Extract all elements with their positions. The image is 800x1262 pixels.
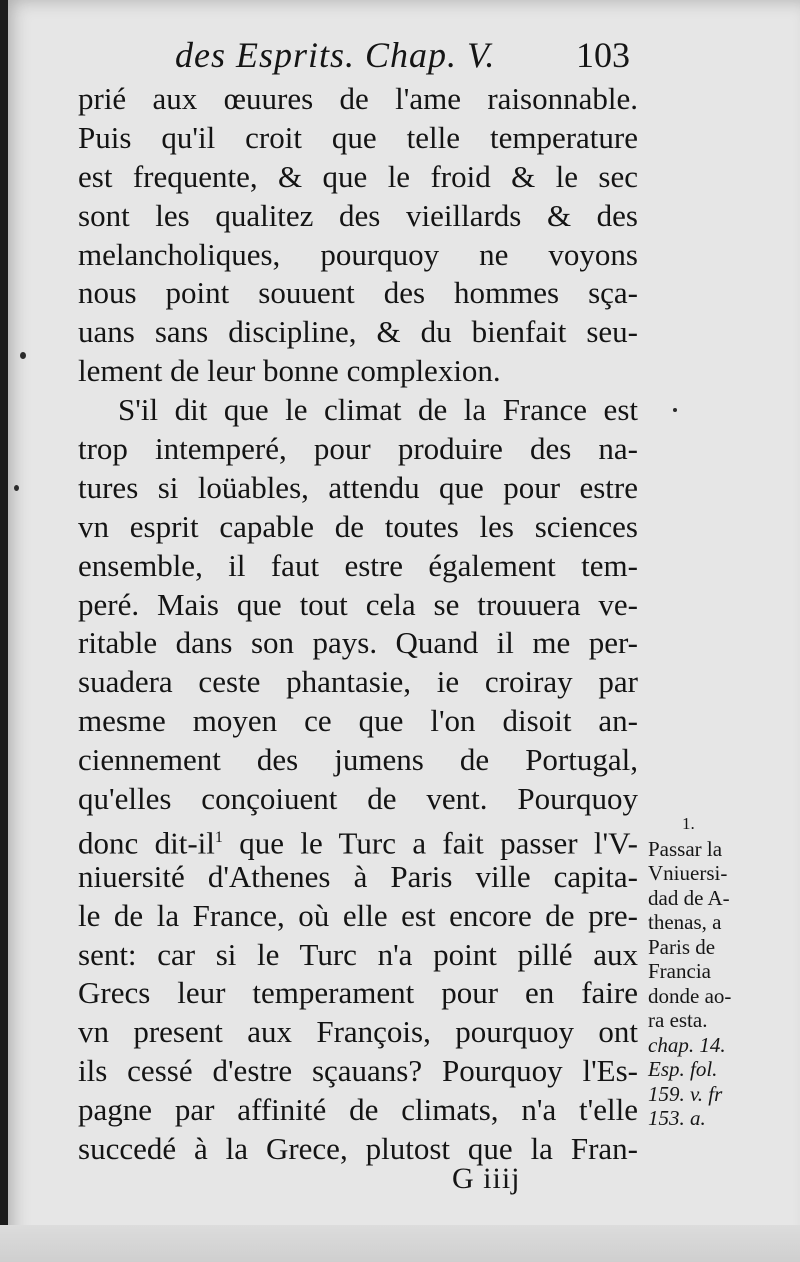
text-line: le de la France, où elle est encore de pre-	[78, 897, 638, 933]
text-segment: que le Turc a fait passer l'V-	[222, 825, 638, 861]
text-line: prié aux œuures de l'ame raisonnable.	[78, 81, 638, 116]
page-gutter-shadow	[0, 0, 8, 1262]
margin-note-citation: Esp. fol.	[648, 1057, 718, 1081]
margin-note-line: Paris de	[648, 934, 716, 959]
margin-note-line: thenas, a	[648, 910, 722, 934]
text-line: trop intemperé, pour produire des na-	[78, 431, 638, 467]
margin-note-line: ra esta.	[648, 1008, 708, 1032]
text-line: ensemble, il faut estre également tem-	[78, 547, 638, 583]
text-line: nous point souuent des hommes sça-	[78, 275, 638, 311]
text-line: sont les qualitez des vieillards & des	[78, 197, 638, 233]
ink-speck	[20, 352, 26, 359]
margin-note-citation: 153. a.	[648, 1106, 706, 1130]
paragraph-start-line: S'il dit que le climat de la France est	[118, 392, 638, 428]
text-line: qu'elles conçoiuent de vent. Pourquoy	[78, 781, 638, 817]
text-line: ciennement des jumens de Portugal,	[78, 742, 638, 778]
text-line-with-footnote	[78, 819, 638, 861]
margin-note-citation: chap. 14.	[648, 1032, 726, 1057]
margin-note-marker: 1.	[682, 814, 695, 833]
text-line: ritable dans son pays. Quand il me per-	[78, 625, 638, 661]
text-line: melancholiques, pourquoy ne voyons	[78, 236, 638, 272]
text-line: est frequente, & que le froid & le sec	[78, 158, 638, 194]
margin-note-line: dad de A-	[648, 885, 730, 910]
text-line: mesme moyen ce que l'on disoit an-	[78, 703, 638, 739]
text-line: pagne par affinité de climats, n'a t'elle	[78, 1092, 638, 1128]
margin-note-line: donde ao-	[648, 983, 732, 1008]
margin-note-line: Vniuersi-	[648, 861, 728, 885]
text-line: suadera ceste phantasie, ie croiray par	[78, 664, 638, 700]
page-bottom-margin	[0, 1225, 800, 1262]
signature-mark: G iiij	[452, 1162, 521, 1195]
ink-speck	[14, 485, 19, 491]
text-line: peré. Mais que tout cela se trouuera ve-	[78, 586, 638, 622]
margin-note-citation: 159. v. fr	[648, 1081, 723, 1106]
body-text	[78, 80, 638, 1169]
text-line: ils cessé d'estre sçauans? Pourquoy l'Es-	[78, 1053, 638, 1089]
running-title: des Esprits. Chap. V.	[175, 35, 496, 75]
margin-note-line: Francia	[648, 959, 711, 983]
text-line: vn present aux François, pourquoy ont	[78, 1014, 638, 1050]
text-line: tures si loüables, attendu que pour estre	[78, 469, 638, 505]
text-line: niuersité d'Athenes à Paris ville capita-	[78, 858, 638, 894]
text-line: uans sans discipline, & du bienfait seu-	[78, 314, 638, 350]
text-line: Puis qu'il croit que telle temperature	[78, 119, 638, 155]
text-line: Grecs leur temperament pour en faire	[78, 975, 638, 1011]
ink-speck	[673, 408, 677, 412]
margin-note-line: Passar la	[648, 836, 723, 861]
footnote-marker: 1	[214, 828, 223, 846]
running-header	[60, 34, 640, 82]
page-number: 103	[576, 35, 630, 75]
margin-note	[648, 812, 773, 1131]
text-segment: donc dit-il	[78, 825, 215, 861]
text-line: sent: car si le Turc n'a point pillé aux	[78, 936, 638, 972]
text-line: succedé à la Grece, plutost que la Fran-	[78, 1131, 638, 1167]
text-line: lement de leur bonne complexion.	[78, 353, 501, 389]
text-line: vn esprit capable de toutes les sciences	[78, 508, 638, 544]
